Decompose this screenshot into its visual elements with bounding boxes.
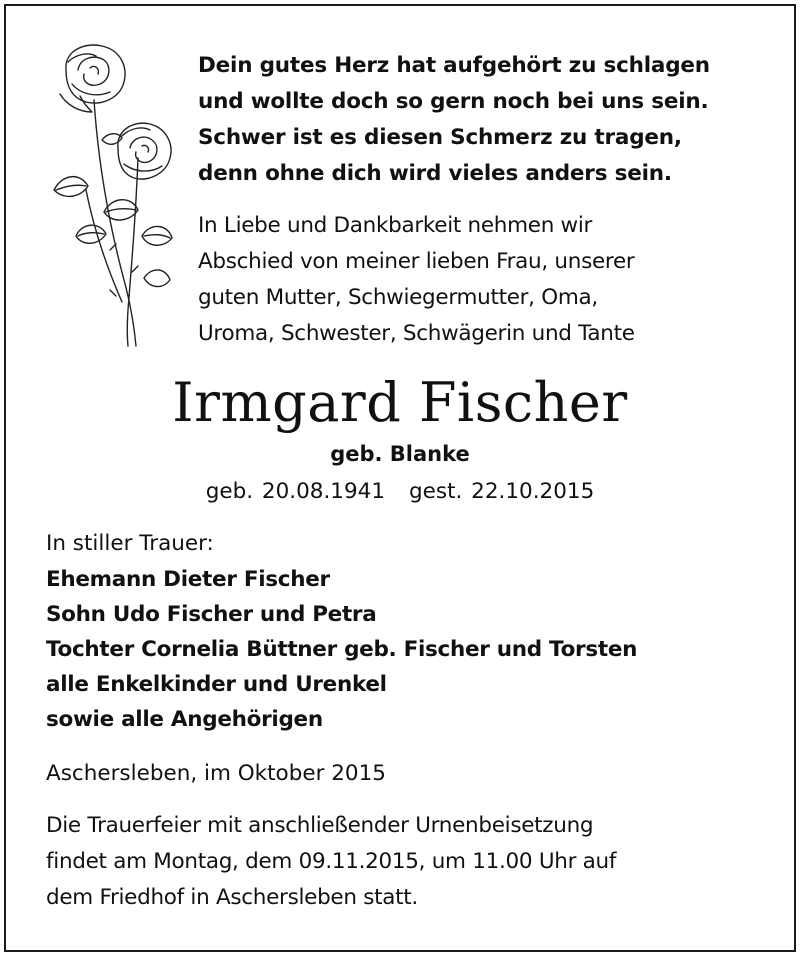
intro-line: guten Mutter, Schwiegermutter, Oma, xyxy=(198,285,598,310)
deceased-name: Irmgard Fischer xyxy=(172,371,628,434)
poem-verse xyxy=(198,48,788,192)
mourners-heading: In stiller Trauer: xyxy=(46,531,214,556)
service-line: Die Trauerfeier mit anschließender Urnenbeisetzung xyxy=(46,813,594,838)
service-line: findet am Montag, dem 09.11.2015, um 11.00 Uhr auf xyxy=(46,849,617,874)
verse-line: Schwer ist es diesen Schmerz zu tragen, xyxy=(198,125,682,150)
farewell-intro xyxy=(198,208,788,352)
mourner-line: Ehemann Dieter Fischer xyxy=(46,567,330,592)
birth-name: geb. Blanke xyxy=(330,442,470,466)
verse-line: und wollte doch so gern noch bei uns sein. xyxy=(198,89,709,114)
mourner-line: Tochter Cornelia Büttner geb. Fischer und Torsten xyxy=(46,637,638,662)
mourner-line: alle Enkelkinder und Urenkel xyxy=(46,672,387,697)
mourner-line: sowie alle Angehörigen xyxy=(46,707,323,732)
birth-date: geb. 20.08.1941 xyxy=(205,479,385,504)
intro-line: Abschied von meiner lieben Frau, unserer xyxy=(198,249,635,274)
life-dates xyxy=(0,474,800,510)
intro-line: In Liebe und Dankbarkeit nehmen wir xyxy=(198,213,593,238)
intro-line: Uroma, Schwester, Schwägerin und Tante xyxy=(198,321,635,346)
service-line: dem Friedhof in Aschersleben statt. xyxy=(46,885,418,910)
roses-icon xyxy=(46,40,178,352)
mourners-list xyxy=(46,526,786,737)
mourner-line: Sohn Udo Fischer und Petra xyxy=(46,602,377,627)
verse-line: Dein gutes Herz hat aufgehört zu schlagen xyxy=(198,53,710,78)
place-date: Aschersleben, im Oktober 2015 xyxy=(46,761,386,786)
death-date: gest. 22.10.2015 xyxy=(409,479,595,504)
verse-line: denn ohne dich wird vieles anders sein. xyxy=(198,161,672,186)
funeral-service-info xyxy=(46,808,786,916)
